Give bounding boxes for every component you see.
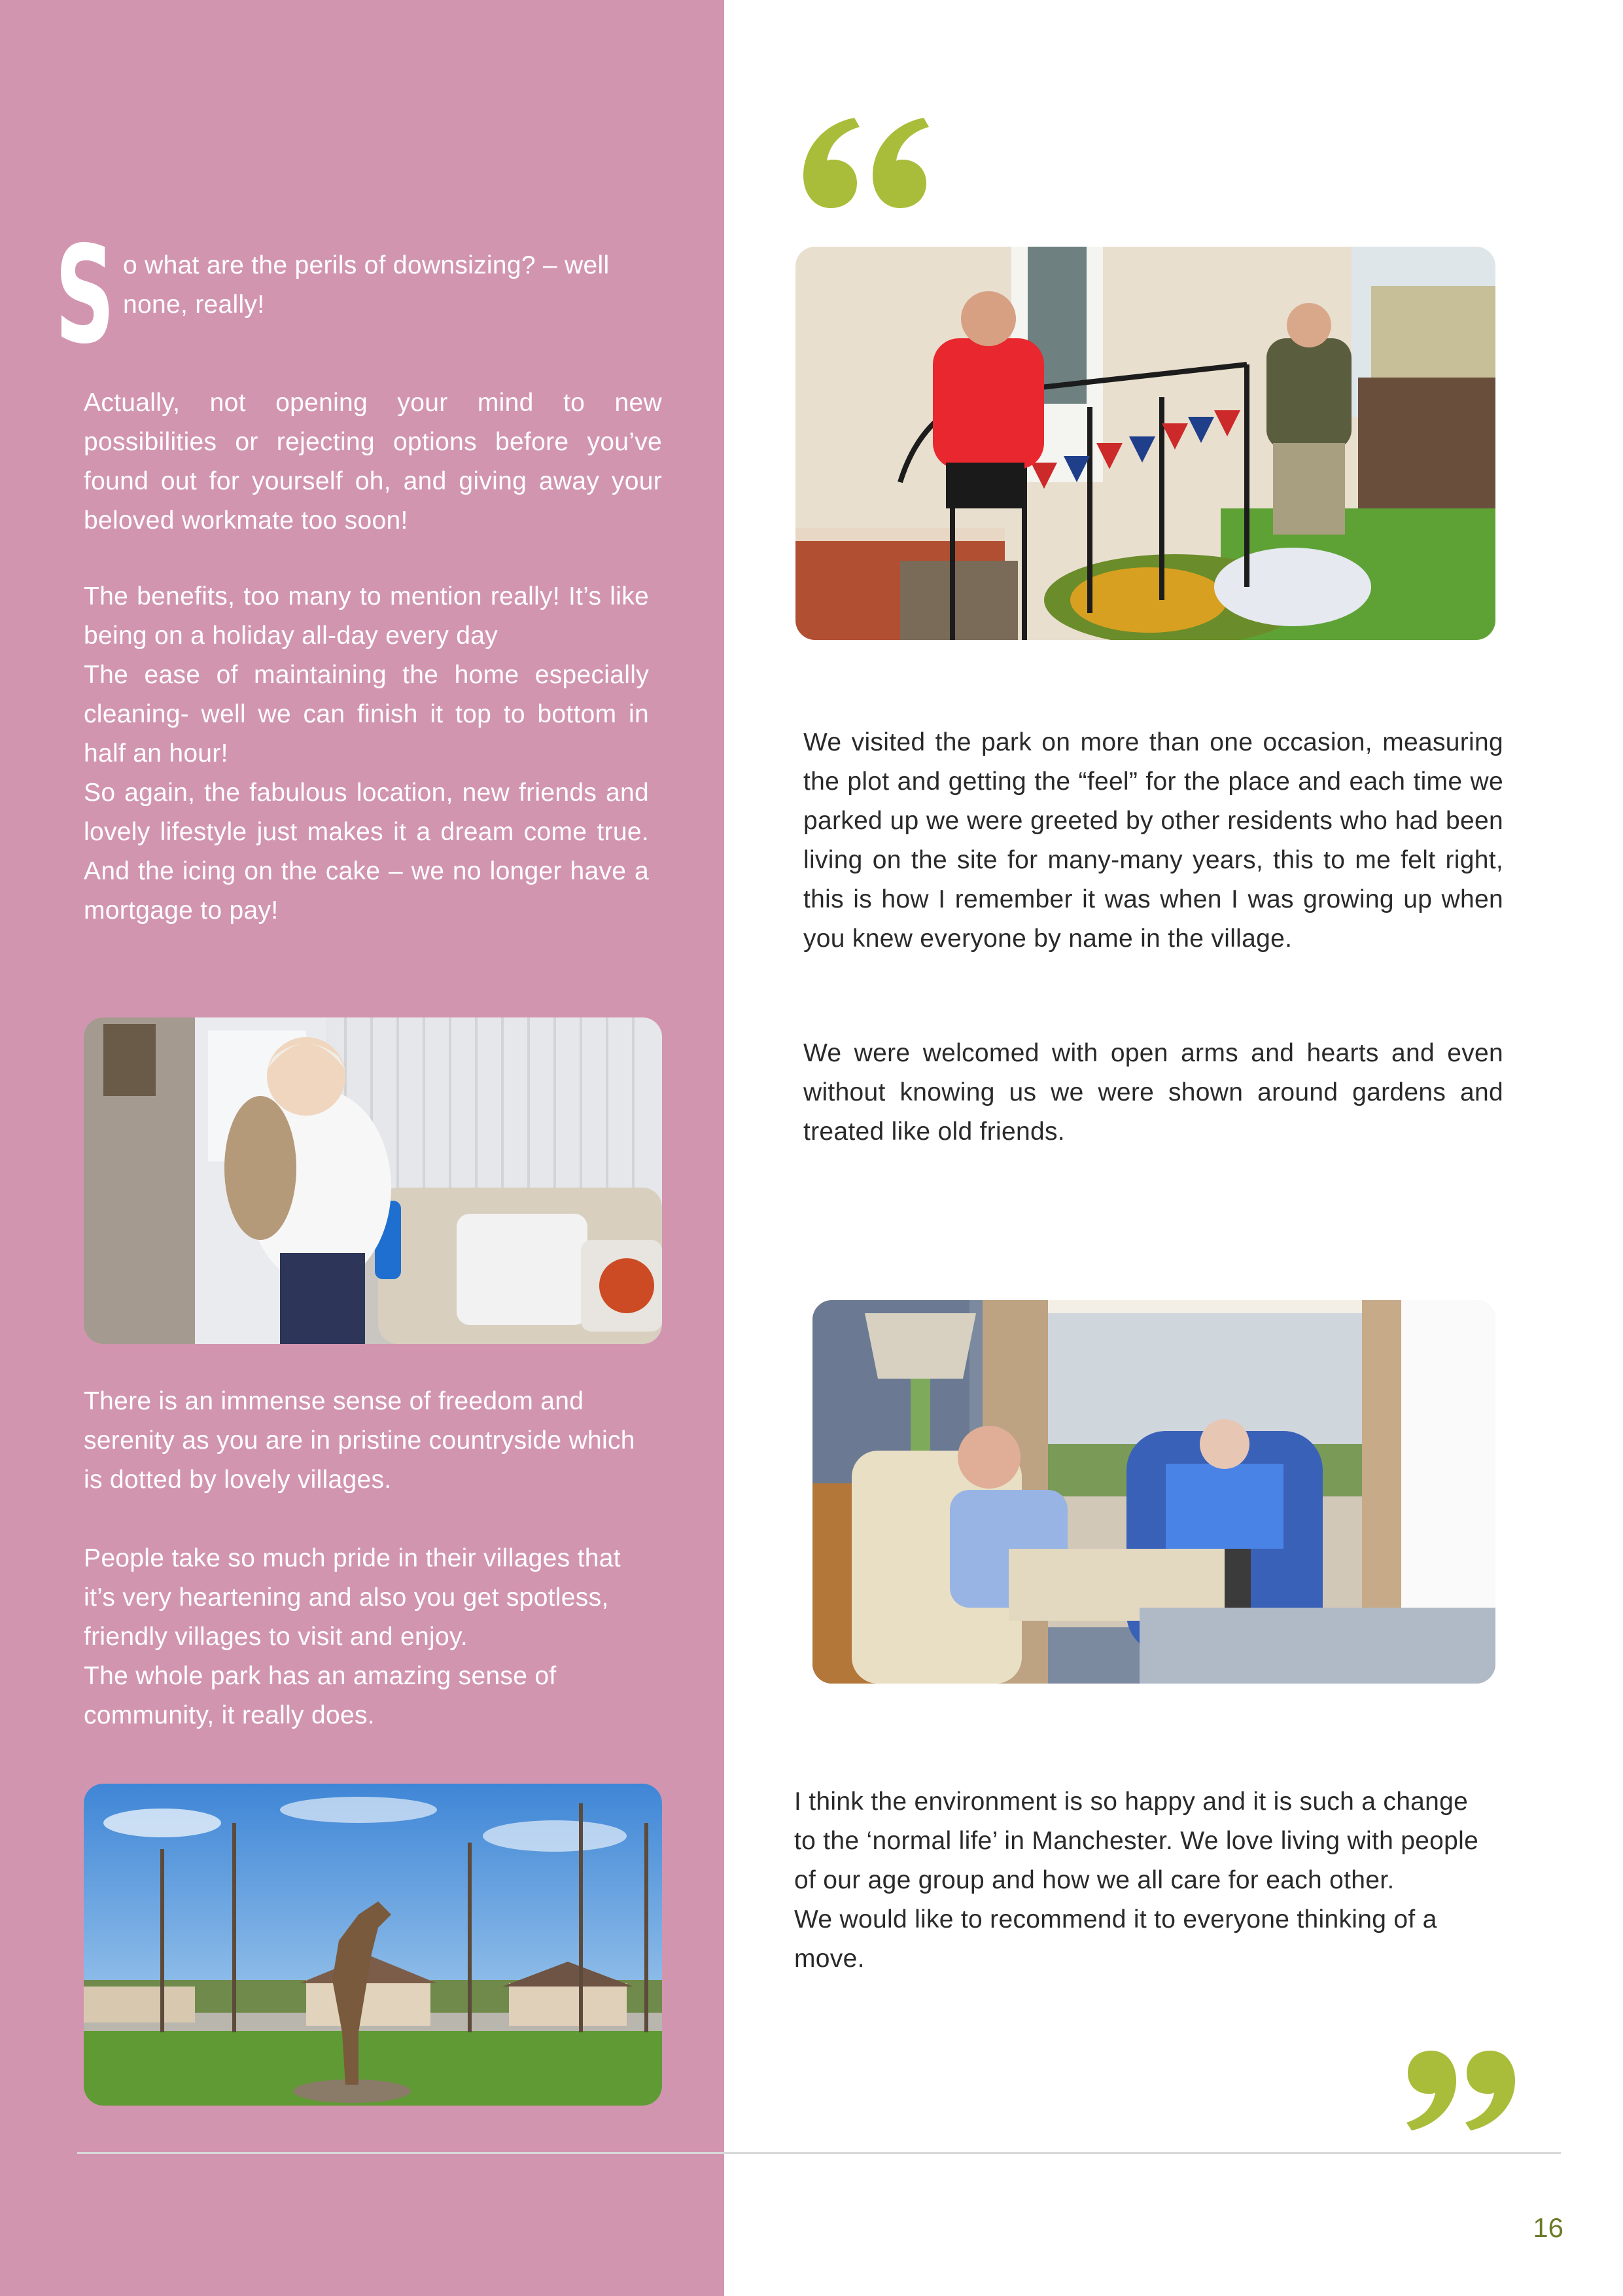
paragraph: I think the environment is so happy and it is such a change to the ‘normal life’ in Manchester. We love living with people of our age group and how we all care for each other.	[794, 1788, 1479, 1894]
paragraph: The benefits, too many to mention really! It’s like being on a holiday all-day every day	[84, 582, 649, 650]
page-number: 16	[1533, 2212, 1563, 2243]
paragraph: People take so much pride in their villages that it’s very heartening and also you get spotless, friendly villages to visit and enjoy.	[84, 1544, 621, 1651]
left-text-block-2	[84, 1382, 659, 1735]
close-quote-icon	[1403, 2048, 1516, 2132]
paragraph: We visited the park on more than one occasion, measuring the plot and getting the “feel” for the place and each time we parked up we were greeted by other residents who had been living on the site for many-many years, this to me felt right, this is how I remember it was when I was growing up when you knew everyone by name in the village.	[803, 728, 1503, 953]
paragraph: Actually, not opening your mind to new possibilities or rejecting options before you’ve found out for yourself oh, and giving away your beloved workmate too soon!	[84, 389, 662, 535]
footer-divider	[77, 2152, 1561, 2154]
paragraph: The whole park has an amazing sense of community, it really does.	[84, 1662, 557, 1729]
intro-text: o what are the perils of downsizing? – well none, really!	[123, 251, 610, 319]
photo-couple-in-armchairs	[812, 1300, 1495, 1684]
paragraph: We were welcomed with open arms and hearts and even without knowing us we were shown around gardens and treated like old friends.	[803, 1039, 1503, 1146]
paragraph: We would like to recommend it to everyone thinking of a move.	[794, 1905, 1437, 1973]
intro-first-line	[123, 246, 659, 325]
photo-woman-with-dog	[84, 1017, 662, 1344]
drop-cap: S	[55, 218, 115, 374]
paragraph: The ease of maintaining the home especially cleaning- well we can finish it top to bottom in half an hour!	[84, 661, 649, 768]
photo-horse-sculpture	[84, 1784, 662, 2106]
photo-men-at-porch	[795, 247, 1495, 640]
open-quote-icon	[799, 113, 930, 209]
right-text-block-1	[803, 723, 1503, 959]
right-text-block-2	[803, 1034, 1503, 1152]
left-text-block-1	[84, 383, 662, 930]
right-text-block-3	[794, 1782, 1481, 1979]
paragraph: There is an immense sense of freedom and serenity as you are in pristine countryside which is dotted by lovely villages.	[84, 1387, 635, 1494]
paragraph: So again, the fabulous location, new friends and lovely lifestyle just makes it a dream come true. And the icing on the cake – we no longer have a mortgage to pay!	[84, 779, 649, 925]
